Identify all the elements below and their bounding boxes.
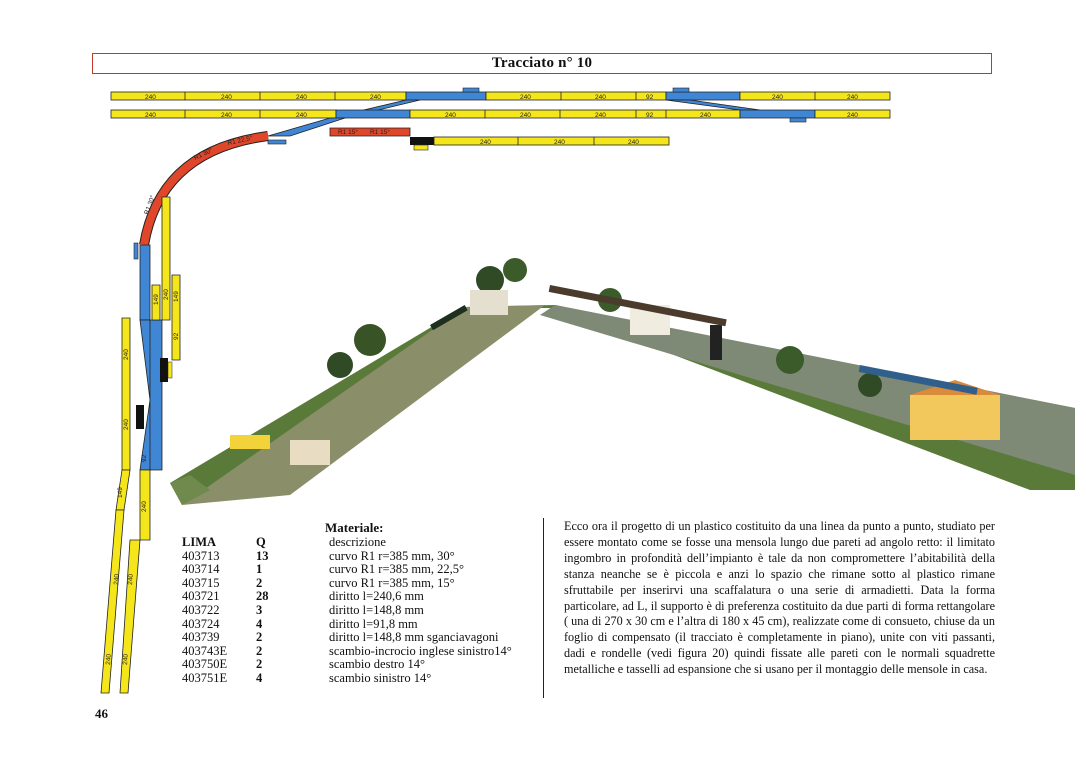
track-label: 240	[123, 349, 130, 360]
track-label: 240	[554, 139, 565, 146]
track-label: 92	[173, 332, 180, 340]
part-code: 403721	[182, 589, 220, 604]
part-quantity: 28	[256, 589, 269, 604]
track-label: 240	[145, 94, 156, 101]
materiale-heading: Materiale:	[325, 520, 384, 535]
track-row-1	[111, 88, 890, 101]
track-label: 240	[520, 112, 531, 119]
track-label: 240	[847, 112, 858, 119]
track-label: 240	[772, 94, 783, 101]
part-code: 403714	[182, 562, 220, 577]
page-number: 46	[95, 706, 108, 721]
part-code: 403750E	[182, 657, 228, 672]
track-label: 240	[127, 573, 135, 586]
track-label: 240	[296, 112, 307, 119]
track-label: 240	[445, 112, 456, 119]
col-header-lima: LIMA	[182, 535, 217, 549]
vertical-tracks	[101, 197, 180, 693]
track-label: R1 30°	[192, 147, 214, 162]
part-description: diritto l=148,8 mm sganciavagoni	[329, 630, 499, 645]
col-header-descrizione: descrizione	[329, 535, 386, 549]
part-quantity: 2	[256, 575, 263, 590]
track-label: R1 15°	[338, 129, 358, 136]
track-row-3	[268, 118, 669, 150]
track-label: R1 15°	[370, 129, 390, 136]
track-label: 240	[700, 112, 711, 119]
track-label: 240	[141, 501, 148, 512]
part-description: scambio sinistro 14°	[329, 670, 432, 685]
track-label: 92	[646, 94, 654, 101]
part-quantity: 1	[256, 562, 263, 577]
body-paragraph: Ecco ora il progetto di un plastico costituito da una linea da punto a punto, studiato per essere montato come se fosse una mensola lungo due pareti ad angolo retto: il limitato ingombro in profondità dell’impianto è tale da non compromettere l’abitabilità della stanza neanche se è piccola e anzi lo spazio che rimane sotto al plastico rimane sfruttabile per inserirvi una scaffalatura o una serie di armadietti. Data la forma particolare, ad L, il supporto è di preferenza costituito da due parti di forma rettangolare ( una di 270 x 30 cm e l’altra di 180 x 45 cm), realizzate come di consueto, chiuse da un foglio di compensato (il tracciato è completamente in piano), unite con viti passanti, dadi e rondelle (vedi figura 20) quindi fissate alle pareti con le normali squadrette metalliche e tasselli ad espansione che si usano per il montaggio delle mensole in casa.	[564, 519, 995, 677]
part-quantity: 13	[256, 548, 269, 563]
col-header-q: Q	[256, 535, 266, 549]
part-description: diritto l=148,8 mm	[329, 602, 424, 617]
track-label: 240	[145, 112, 156, 119]
part-code: 403713	[182, 548, 220, 563]
part-description: scambio-incrocio inglese sinistro14°	[329, 643, 512, 658]
track-label: 240	[595, 94, 606, 101]
track-label: R1 30°	[143, 194, 157, 216]
part-quantity: 4	[256, 616, 263, 631]
track-label: 240	[221, 112, 232, 119]
track-label: 240	[628, 139, 639, 146]
part-description: scambio destro 14°	[329, 657, 425, 672]
track-label: 240	[595, 112, 606, 119]
track-label: 149	[117, 487, 124, 498]
track-label: 240	[296, 94, 307, 101]
track-label: 240	[370, 94, 381, 101]
track-label: 240	[105, 653, 113, 666]
quantity-column	[256, 536, 269, 686]
track-label: 240	[163, 289, 170, 300]
track-row-2	[111, 110, 890, 122]
track-label: 92	[646, 112, 654, 119]
part-description: diritto l=240,6 mm	[329, 589, 424, 604]
track-label: R1 22,5°	[226, 134, 254, 147]
part-code: 403739	[182, 630, 220, 645]
track-label: 240	[123, 419, 130, 430]
part-code: 403743E	[182, 643, 228, 658]
track-label: 240	[113, 573, 121, 586]
part-description: diritto l=91,8 mm	[329, 616, 418, 631]
part-description: curvo R1 r=385 mm, 22,5°	[329, 562, 464, 577]
column-divider	[543, 518, 544, 698]
track-label: 92	[141, 454, 148, 462]
part-description: curvo R1 r=385 mm, 15°	[329, 575, 455, 590]
lima-code-column	[182, 536, 227, 686]
track-label: 240	[122, 653, 130, 666]
part-quantity: 2	[256, 657, 263, 672]
track-label: 240	[221, 94, 232, 101]
track-label: 240	[520, 94, 531, 101]
track-label: 240	[847, 94, 858, 101]
part-quantity: 2	[256, 643, 263, 658]
page-title: Tracciato n° 10	[491, 55, 593, 71]
part-code: 403722	[182, 602, 220, 617]
part-quantity: 2	[256, 630, 263, 645]
track-label: 149	[173, 291, 180, 302]
part-code: 403724	[182, 616, 220, 631]
part-description: curvo R1 r=385 mm, 30°	[329, 548, 455, 563]
part-code: 403751E	[182, 670, 228, 685]
part-quantity: 3	[256, 602, 263, 617]
part-quantity: 4	[256, 670, 263, 685]
track-label: 149	[153, 294, 160, 305]
description-column	[329, 536, 512, 686]
track-label: 240	[480, 139, 491, 146]
layout-photo	[170, 245, 1085, 505]
part-code: 403715	[182, 575, 220, 590]
